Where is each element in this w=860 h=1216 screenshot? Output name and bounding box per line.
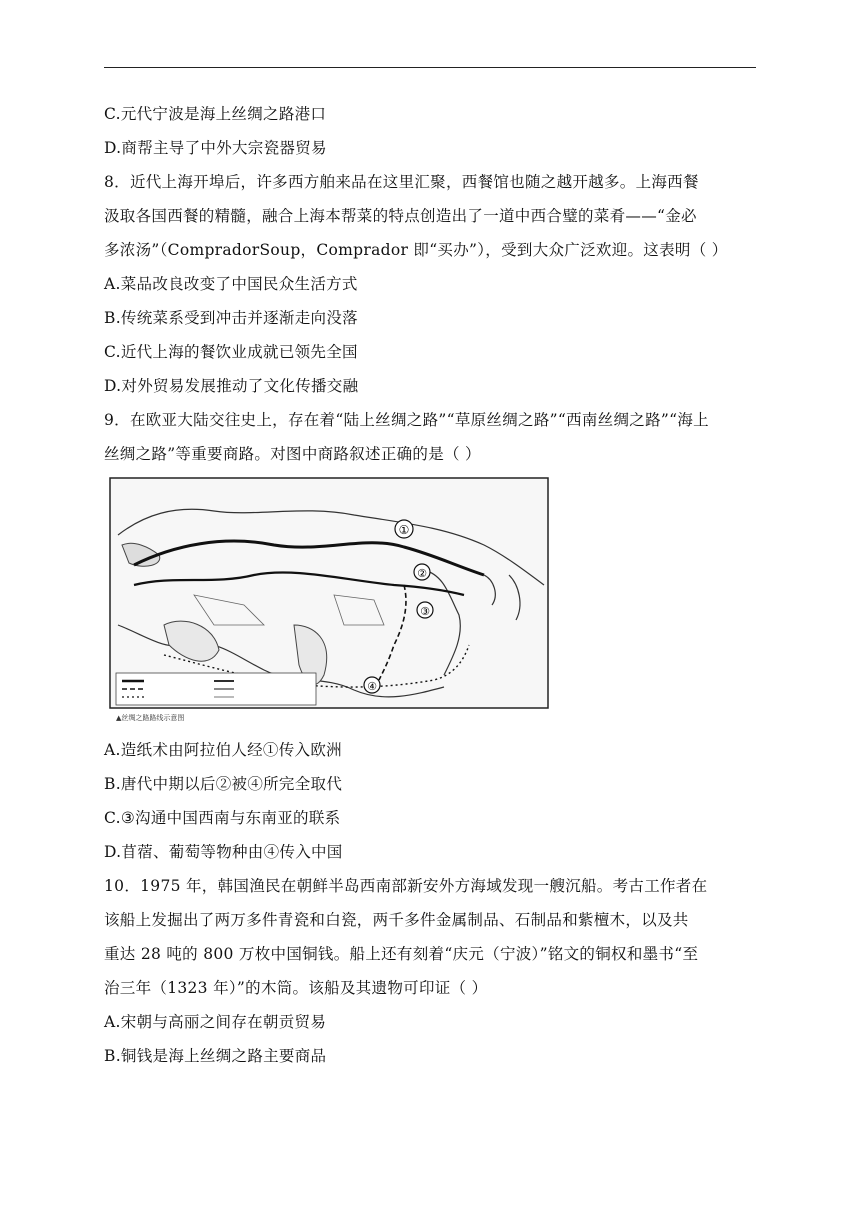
option-c-q7: C.元代宁波是海上丝绸之路港口 <box>104 105 327 123</box>
option-d-q8: D.对外贸易发展推动了文化传播交融 <box>104 377 359 395</box>
option-d-q7: D.商帮主导了中外大宗瓷器贸易 <box>104 139 327 157</box>
option-a-q9: A.造纸术由阿拉伯人经①传入欧洲 <box>104 741 342 759</box>
svg-text:②: ② <box>417 567 427 580</box>
question-8-line-2: 汲取各国西餐的精髓，融合上海本帮菜的特点创造出了一道中西合璧的菜肴——“金必 <box>104 207 697 225</box>
question-10-line-1: 10．1975 年，韩国渔民在朝鲜半岛西南部新安外方海域发现一艘沉船。考古工作者在 <box>104 877 708 895</box>
option-a-q10: A.宋朝与高丽之间存在朝贡贸易 <box>104 1013 327 1031</box>
svg-text:④: ④ <box>367 680 377 693</box>
map-marker-3 <box>417 602 433 618</box>
map-marker-2 <box>414 564 430 580</box>
question-10-line-3: 重达 28 吨的 800 万枚中国铜钱。船上还有刻着“庆元（宁波）”铭文的铜权和墨书“至 <box>104 945 699 963</box>
svg-text:③: ③ <box>420 605 430 618</box>
option-b-q8: B.传统菜系受到冲击并逐渐走向没落 <box>104 309 358 327</box>
question-8-line-3: 多浓汤”（CompradorSoup，Comprador 即“买办”），受到大众广泛欢迎。这表明（ ） <box>104 241 728 259</box>
question-8-line-1: 8．近代上海开埠后，许多西方舶来品在这里汇聚，西餐馆也随之越开越多。上海西餐 <box>104 173 699 191</box>
option-b-q9: B.唐代中期以后②被④所完全取代 <box>104 775 343 793</box>
option-d-q9: D.苜蓿、葡萄等物种由④传入中国 <box>104 843 343 861</box>
option-b-q10: B.铜钱是海上丝绸之路主要商品 <box>104 1047 327 1065</box>
question-9-line-2: 丝绸之路”等重要商路。对图中商路叙述正确的是（ ） <box>104 445 481 463</box>
question-10-line-2: 该船上发掘出了两万多件青瓷和白瓷，两千多件金属制品、石制品和紫檀木，以及共 <box>104 911 689 929</box>
option-c-q8: C.近代上海的餐饮业成就已领先全国 <box>104 343 358 361</box>
silk-road-map <box>104 475 556 723</box>
question-10-line-4: 治三年（1323 年）”的木筒。该船及其遗物可印证（ ） <box>104 979 488 997</box>
question-9-line-1: 9．在欧亚大陆交往史上，存在着“陆上丝绸之路”“草原丝绸之路”“西南丝绸之路”“海上 <box>104 411 709 429</box>
header-rule <box>104 67 756 68</box>
map-marker-4 <box>364 677 380 693</box>
map-marker-1 <box>395 520 413 538</box>
option-c-q9: C.③沟通中国西南与东南亚的联系 <box>104 809 341 827</box>
svg-text:①: ① <box>398 523 410 537</box>
option-a-q8: A.菜品改良改变了中国民众生活方式 <box>104 275 358 293</box>
map-caption: ▲丝绸之路路线示意图 <box>116 714 185 722</box>
